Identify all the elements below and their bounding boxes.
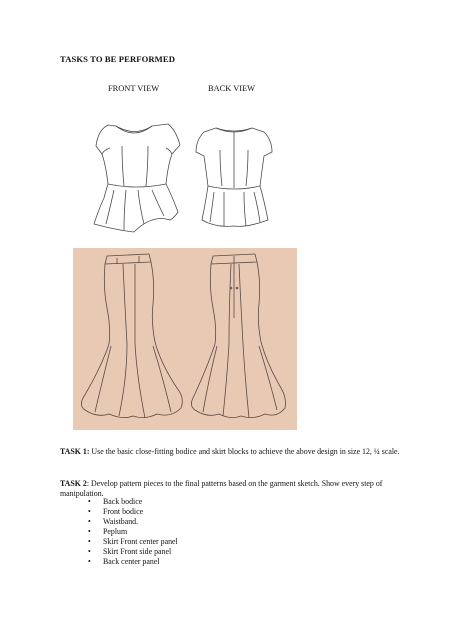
back-top-drawing bbox=[196, 128, 272, 226]
list-item: • Waistband. bbox=[88, 517, 139, 526]
list-item: • Front bodice bbox=[88, 507, 144, 516]
mermaid-skirt-sketch bbox=[73, 248, 297, 430]
task-1 bbox=[60, 447, 420, 457]
list-item: • Back center panel bbox=[88, 557, 160, 566]
task-1-label: TASK 1: bbox=[60, 447, 90, 456]
task-2 bbox=[60, 479, 420, 499]
bullet-icon: • bbox=[88, 517, 91, 526]
list-item: • Back bodice bbox=[88, 497, 143, 506]
bullet-icon: • bbox=[88, 557, 91, 566]
task-1-text: Use the basic close-fitting bodice and skirt blocks to achieve the above design in size 12, ¼ scale. bbox=[89, 447, 400, 456]
bullet-icon: • bbox=[88, 547, 91, 556]
list-item: • Skirt Front side panel bbox=[88, 547, 172, 556]
bullet-icon: • bbox=[88, 507, 91, 516]
front-view-label: FRONT VIEW bbox=[108, 84, 160, 93]
peplum-top-sketch bbox=[86, 110, 282, 244]
bullet-icon: • bbox=[88, 497, 91, 506]
page-heading: TASKS TO BE PERFORMED bbox=[60, 54, 176, 64]
back-view-label: BACK VIEW bbox=[208, 84, 256, 93]
list-item: • Skirt Front center panel bbox=[88, 537, 178, 546]
task-2-text: : Develop pattern pieces to the final patterns based on the garment sketch. Show every step of manipulation. bbox=[60, 479, 383, 498]
bullet-icon: • bbox=[88, 527, 91, 536]
bullet-icon: • bbox=[88, 537, 91, 546]
skirt-sketch-background bbox=[73, 248, 297, 430]
front-top-drawing bbox=[94, 124, 180, 232]
task-2-label: TASK 2 bbox=[60, 479, 87, 488]
pattern-pieces-list bbox=[88, 497, 178, 567]
list-item: • Peplum bbox=[88, 527, 128, 536]
